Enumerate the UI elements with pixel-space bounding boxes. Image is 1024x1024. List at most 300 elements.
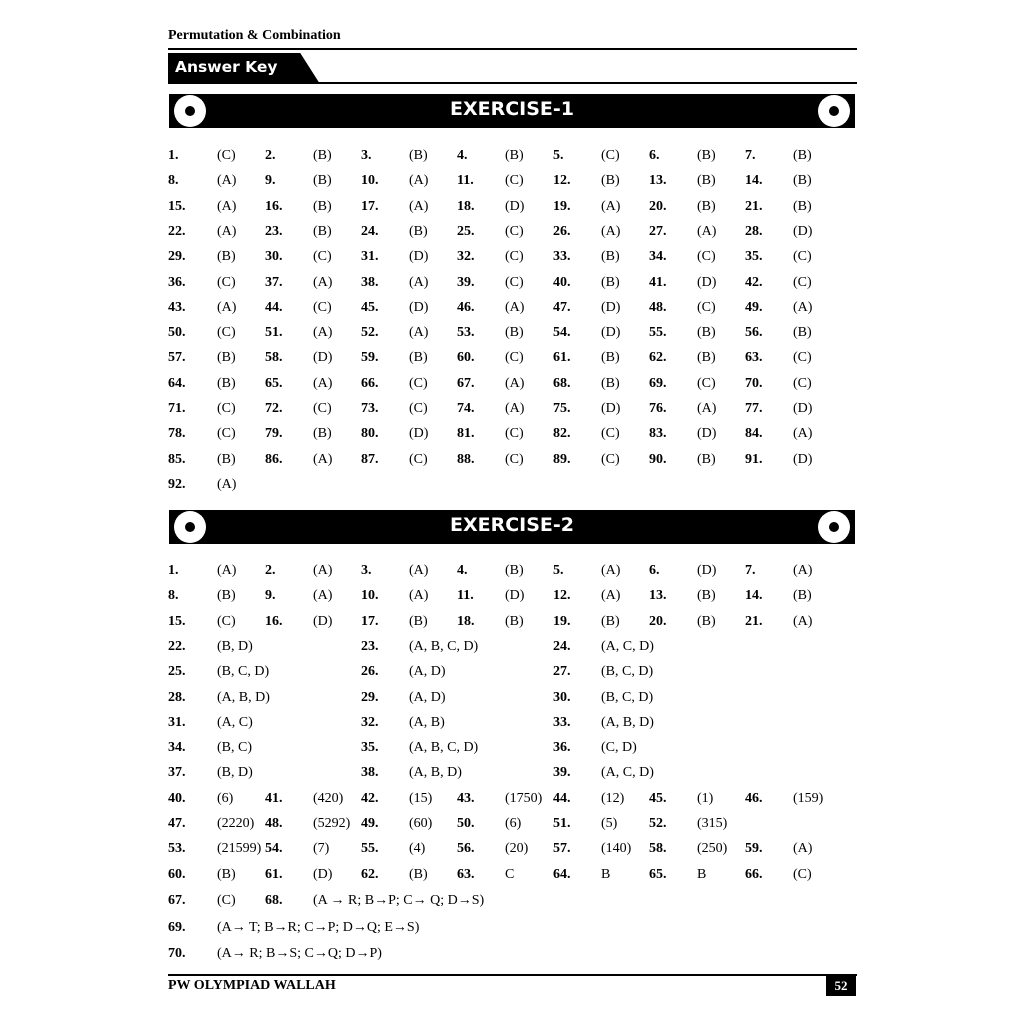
question-number: 48. [265, 816, 283, 831]
answer-value: (B) [601, 274, 620, 290]
answer-value: (A) [217, 173, 237, 189]
question-number: 34. [649, 249, 667, 265]
answer-value: (B) [217, 588, 236, 604]
answer-value: (C) [793, 249, 812, 265]
question-number: 65. [265, 375, 283, 391]
answer-row [0, 477, 1024, 497]
answer-value: (A) [601, 563, 621, 578]
exercise-1-banner [169, 94, 855, 128]
answer-row [0, 224, 1024, 244]
question-number: 14. [745, 588, 763, 604]
answer-value: (B) [409, 223, 428, 239]
question-number: 22. [168, 223, 186, 239]
answer-value: (6) [505, 816, 522, 831]
question-number: 3. [361, 148, 372, 163]
answer-row [0, 401, 1024, 421]
question-number: 90. [649, 451, 667, 467]
answer-value: (B) [697, 173, 716, 189]
answer-row [0, 426, 1024, 446]
answer-value: (B) [217, 451, 236, 467]
question-number: 25. [168, 664, 186, 680]
question-number: 50. [168, 325, 186, 341]
answer-value: (C) [601, 148, 620, 163]
question-number: 89. [553, 451, 571, 467]
answer-row [0, 563, 1024, 583]
question-number: 88. [457, 451, 475, 467]
answer-value: (D) [313, 613, 333, 629]
question-number: 44. [553, 790, 571, 806]
answer-value: (B) [217, 375, 236, 391]
question-number: 62. [361, 866, 379, 882]
answer-value: (C) [505, 274, 524, 290]
question-number: 59. [361, 350, 379, 366]
question-number: 28. [168, 689, 186, 705]
answer-value: (D) [697, 426, 717, 442]
answer-row [0, 664, 1024, 684]
question-number: 19. [553, 198, 571, 214]
question-number: 46. [745, 790, 763, 806]
question-number: 83. [649, 426, 667, 442]
question-number: 85. [168, 451, 186, 467]
question-number: 78. [168, 426, 186, 442]
answer-row [0, 199, 1024, 219]
question-number: 54. [553, 325, 571, 341]
question-number: 17. [361, 613, 379, 629]
question-number: 25. [457, 223, 475, 239]
answer-value: (B) [601, 350, 620, 366]
answer-value: (4) [409, 841, 426, 857]
answer-row [0, 791, 1024, 811]
answer-value: (C) [313, 299, 332, 315]
answer-value: (B, C, D) [217, 664, 270, 680]
question-number: 56. [745, 325, 763, 341]
question-number: 77. [745, 401, 763, 416]
answer-value: (B) [409, 148, 428, 163]
answer-value: (D) [409, 426, 429, 442]
question-number: 74. [457, 401, 475, 416]
question-number: 60. [457, 350, 475, 366]
question-number: 57. [553, 841, 571, 857]
exercise-2-title: EXERCISE-2 [449, 514, 575, 536]
question-number: 51. [265, 325, 283, 341]
answer-value: (6) [217, 790, 234, 806]
question-number: 10. [361, 588, 379, 604]
answer-value: (A) [601, 223, 621, 239]
answer-value: (A) [697, 223, 717, 239]
answer-value: (B, C, D) [601, 689, 654, 705]
answer-value: (B) [313, 223, 332, 239]
answer-row [0, 867, 1024, 887]
answer-value: (A) [409, 325, 429, 341]
question-number: 7. [745, 148, 756, 163]
answer-value: (B) [697, 198, 716, 214]
question-number: 24. [553, 638, 571, 654]
answer-value: (A, B) [409, 714, 445, 730]
question-number: 13. [649, 173, 667, 189]
answer-value: (C) [409, 451, 428, 467]
answer-value: (B) [505, 563, 524, 578]
question-number: 2. [265, 148, 276, 163]
footer-rule [168, 974, 857, 976]
answer-value: (A→ T; B→R; C→P; D→Q; E→S) [217, 920, 420, 935]
answer-value: (D) [601, 299, 621, 315]
answer-value: (C) [505, 426, 524, 442]
question-number: 52. [361, 325, 379, 341]
question-number: 36. [168, 274, 186, 290]
answer-value: (12) [601, 790, 625, 806]
question-number: 20. [649, 198, 667, 214]
question-number: 14. [745, 173, 763, 189]
answer-value: (B) [601, 375, 620, 391]
answer-value: (140) [601, 841, 632, 857]
answer-value: (B) [697, 325, 716, 341]
answer-value: (7) [313, 841, 330, 857]
answer-value: (A, B, D) [409, 765, 462, 781]
question-number: 71. [168, 401, 186, 416]
answer-value: (D) [793, 223, 813, 239]
answer-value: (A) [793, 563, 813, 578]
question-number: 32. [457, 249, 475, 265]
exercise-2-banner [169, 510, 855, 544]
question-number: 29. [168, 249, 186, 265]
answer-row [0, 325, 1024, 345]
question-number: 65. [649, 866, 667, 882]
answer-row [0, 893, 1024, 913]
question-number: 92. [168, 476, 186, 492]
question-number: 17. [361, 198, 379, 214]
answer-value: (A) [313, 375, 333, 391]
header-rule [168, 48, 857, 50]
question-number: 91. [745, 451, 763, 467]
question-number: 41. [265, 790, 283, 806]
answer-value: (21599) [217, 841, 262, 857]
answer-value: (A, D) [409, 689, 446, 705]
answer-value: (C) [793, 350, 812, 366]
question-number: 19. [553, 613, 571, 629]
answer-value: (A) [313, 451, 333, 467]
answer-value: (A, C) [217, 714, 253, 730]
answer-row [0, 376, 1024, 396]
answer-value: (D) [793, 401, 813, 416]
question-number: 8. [168, 588, 179, 604]
answer-value: (A) [793, 299, 813, 315]
question-number: 34. [168, 740, 186, 756]
question-number: 59. [745, 841, 763, 857]
question-number: 87. [361, 451, 379, 467]
question-number: 35. [745, 249, 763, 265]
answer-value: (B) [697, 350, 716, 366]
question-number: 43. [168, 299, 186, 315]
question-number: 48. [649, 299, 667, 315]
question-number: 41. [649, 274, 667, 290]
question-number: 58. [265, 350, 283, 366]
answer-row [0, 765, 1024, 785]
question-number: 76. [649, 401, 667, 416]
answer-key-rule [300, 82, 857, 84]
answer-row [0, 300, 1024, 320]
question-number: 45. [649, 790, 667, 806]
answer-value: (B, C) [217, 740, 252, 756]
question-number: 3. [361, 563, 372, 578]
question-number: 31. [168, 714, 186, 730]
answer-value: (A) [217, 299, 237, 315]
question-number: 53. [457, 325, 475, 341]
question-number: 46. [457, 299, 475, 315]
answer-row [0, 614, 1024, 634]
answer-value: (B) [601, 249, 620, 265]
answer-value: (B) [505, 613, 524, 629]
question-number: 50. [457, 816, 475, 831]
answer-value: (C) [217, 613, 236, 629]
answer-value: (C) [409, 375, 428, 391]
question-number: 30. [553, 689, 571, 705]
answer-value: (C, D) [601, 740, 637, 756]
answer-value: (C) [313, 249, 332, 265]
question-number: 81. [457, 426, 475, 442]
circle-bullet-icon [818, 511, 850, 543]
answer-value: (159) [793, 790, 824, 806]
question-number: 4. [457, 563, 468, 578]
footer-brand: PW OLYMPIAD WALLAH [168, 978, 336, 993]
answer-value: (B) [409, 350, 428, 366]
answer-value: (C) [505, 451, 524, 467]
question-number: 52. [649, 816, 667, 831]
answer-row [0, 715, 1024, 735]
answer-value: (2220) [217, 816, 255, 831]
answer-value: (B) [313, 173, 332, 189]
question-number: 67. [168, 893, 186, 908]
answer-value: (A) [313, 563, 333, 578]
answer-value: (C) [217, 148, 236, 163]
question-number: 20. [649, 613, 667, 629]
question-number: 1. [168, 563, 179, 578]
question-number: 55. [361, 841, 379, 857]
answer-value: (C) [601, 426, 620, 442]
question-number: 38. [361, 274, 379, 290]
question-number: 9. [265, 588, 276, 604]
answer-value: (B) [313, 148, 332, 163]
answer-value: (A→ R; B→S; C→Q; D→P) [217, 946, 382, 961]
question-number: 49. [745, 299, 763, 315]
question-number: 80. [361, 426, 379, 442]
question-number: 5. [553, 148, 564, 163]
answer-value: (A, B, C, D) [409, 740, 479, 756]
answer-value: (1) [697, 790, 714, 806]
question-number: 23. [361, 638, 379, 654]
answer-row [0, 588, 1024, 608]
question-number: 9. [265, 173, 276, 189]
answer-value: (A, B, D) [601, 714, 654, 730]
answer-value: (B) [793, 198, 812, 214]
answer-value: (A) [217, 223, 237, 239]
question-number: 28. [745, 223, 763, 239]
question-number: 26. [361, 664, 379, 680]
answer-value: B [697, 866, 707, 882]
answer-row [0, 249, 1024, 269]
question-number: 55. [649, 325, 667, 341]
answer-value: (A, B, D) [217, 689, 270, 705]
answer-value: (C) [793, 274, 812, 290]
answer-value: (A) [505, 375, 525, 391]
answer-value: (B) [601, 173, 620, 189]
answer-row [0, 841, 1024, 861]
answer-value: (D) [793, 451, 813, 467]
question-number: 11. [457, 588, 474, 604]
question-number: 35. [361, 740, 379, 756]
question-number: 6. [649, 563, 660, 578]
answer-value: (C) [217, 274, 236, 290]
answer-value: (A) [313, 588, 333, 604]
question-number: 8. [168, 173, 179, 189]
answer-value: (D) [313, 350, 333, 366]
answer-value: (A) [793, 613, 813, 629]
answer-value: (A) [313, 325, 333, 341]
answer-value: (D) [505, 198, 525, 214]
answer-value: (C) [217, 426, 236, 442]
answer-value: (C) [313, 401, 332, 416]
question-number: 72. [265, 401, 283, 416]
answer-value: (A) [601, 198, 621, 214]
answer-value: (C) [217, 325, 236, 341]
answer-value: (B) [313, 426, 332, 442]
question-number: 18. [457, 198, 475, 214]
answer-value: (B) [697, 148, 716, 163]
answer-value: (A) [217, 563, 237, 578]
answer-value: (C) [793, 866, 812, 882]
answer-value: (C) [217, 401, 236, 416]
question-number: 47. [168, 816, 186, 831]
question-number: 61. [265, 866, 283, 882]
answer-value: (C) [601, 451, 620, 467]
question-number: 32. [361, 714, 379, 730]
answer-value: (315) [697, 816, 728, 831]
question-number: 31. [361, 249, 379, 265]
answer-value: (A) [601, 588, 621, 604]
answer-value: (A) [409, 198, 429, 214]
answer-value: (B) [217, 249, 236, 265]
answer-value: (A) [313, 274, 333, 290]
answer-value: (B) [409, 866, 428, 882]
answer-value: (B) [505, 148, 524, 163]
answer-row [0, 639, 1024, 659]
question-number: 18. [457, 613, 475, 629]
question-number: 66. [745, 866, 763, 882]
answer-key-label: Answer Key [175, 58, 278, 76]
question-number: 43. [457, 790, 475, 806]
question-number: 73. [361, 401, 379, 416]
question-number: 42. [361, 790, 379, 806]
exercise-1-title: EXERCISE-1 [449, 98, 575, 120]
answer-value: (A, B, C, D) [409, 638, 479, 654]
answer-value: (B) [793, 325, 812, 341]
answer-value: (C) [697, 299, 716, 315]
answer-value: (A) [793, 426, 813, 442]
answer-value: (D) [697, 274, 717, 290]
question-number: 51. [553, 816, 571, 831]
question-number: 6. [649, 148, 660, 163]
answer-value: (C) [505, 223, 524, 239]
answer-value: (C) [505, 173, 524, 189]
answer-value: (C) [697, 249, 716, 265]
question-number: 22. [168, 638, 186, 654]
answer-value: (1750) [505, 790, 543, 806]
page-number: 52 [826, 976, 856, 996]
question-number: 27. [553, 664, 571, 680]
answer-value: (5) [601, 816, 618, 831]
question-number: 1. [168, 148, 179, 163]
question-number: 45. [361, 299, 379, 315]
question-number: 2. [265, 563, 276, 578]
answer-value: (A) [697, 401, 717, 416]
question-number: 40. [168, 790, 186, 806]
answer-value: (60) [409, 816, 433, 831]
question-number: 68. [265, 893, 283, 908]
answer-value: (B, D) [217, 638, 253, 654]
question-number: 12. [553, 173, 571, 189]
answer-value: (250) [697, 841, 728, 857]
question-number: 62. [649, 350, 667, 366]
question-number: 42. [745, 274, 763, 290]
question-number: 21. [745, 613, 763, 629]
question-number: 49. [361, 816, 379, 831]
answer-value: (A) [409, 563, 429, 578]
question-number: 37. [265, 274, 283, 290]
question-number: 82. [553, 426, 571, 442]
answer-value: (B) [313, 198, 332, 214]
answer-value: (A) [409, 173, 429, 189]
question-number: 15. [168, 613, 186, 629]
question-number: 79. [265, 426, 283, 442]
answer-value: (A → R; B→P; C→ Q; D→S) [313, 893, 485, 908]
answer-value: (A, C, D) [601, 638, 654, 654]
answer-value: (5292) [313, 816, 351, 831]
answer-value: (B) [601, 613, 620, 629]
question-number: 13. [649, 588, 667, 604]
question-number: 57. [168, 350, 186, 366]
answer-value: (A) [505, 401, 525, 416]
question-number: 33. [553, 249, 571, 265]
question-number: 27. [649, 223, 667, 239]
answer-value: (A) [217, 476, 237, 492]
answer-value: (D) [505, 588, 525, 604]
question-number: 10. [361, 173, 379, 189]
question-number: 58. [649, 841, 667, 857]
question-number: 70. [745, 375, 763, 391]
question-number: 16. [265, 198, 283, 214]
question-number: 60. [168, 866, 186, 882]
answer-value: (B) [409, 613, 428, 629]
answer-value: (A) [793, 841, 813, 857]
answer-value: (D) [601, 401, 621, 416]
question-number: 40. [553, 274, 571, 290]
answer-row [0, 816, 1024, 836]
answer-value: (C) [697, 375, 716, 391]
question-number: 66. [361, 375, 379, 391]
answer-value: (B) [217, 350, 236, 366]
answer-value: (D) [313, 866, 333, 882]
question-number: 53. [168, 841, 186, 857]
answer-value: (D) [601, 325, 621, 341]
question-number: 23. [265, 223, 283, 239]
question-number: 29. [361, 689, 379, 705]
question-number: 61. [553, 350, 571, 366]
circle-bullet-icon [818, 95, 850, 127]
answer-value: (B) [793, 148, 812, 163]
answer-value: (C) [793, 375, 812, 391]
answer-value: (B) [697, 451, 716, 467]
answer-value: (D) [409, 299, 429, 315]
question-number: 63. [745, 350, 763, 366]
